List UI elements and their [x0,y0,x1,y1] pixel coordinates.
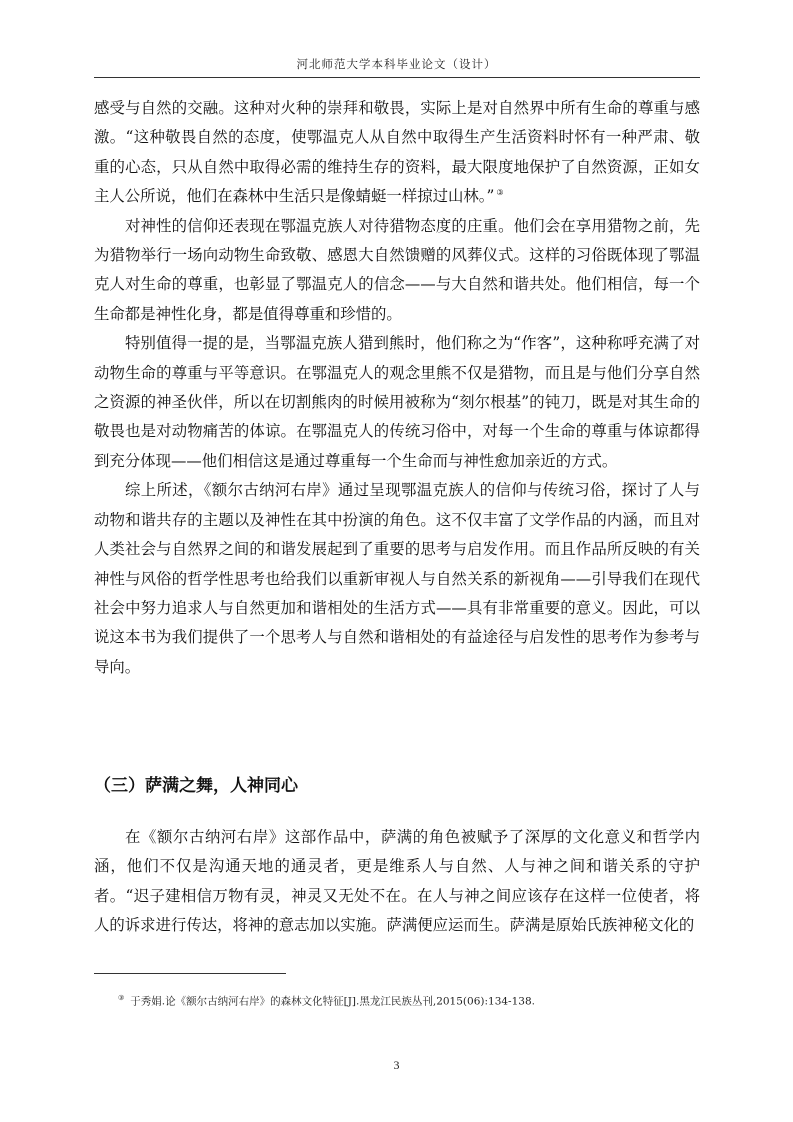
footnote-text: 于秀娟.论《额尔古纳河右岸》的森林文化特征[J].黑龙江民族丛刊,2015(06):134-138. [130,995,535,1008]
paragraph: 对神性的信仰还表现在鄂温克族人对待猎物态度的庄重。他们会在享用猎物之前，先为猎物举行一场向动物生命致敬、感恩大自然馈赠的风葬仪式。这样的习俗既体现了鄂温克人对生命的尊重，也彰显了鄂温克人的信念——与大自然和谐共处。他们相信，每一个生命都是神性化身，都是值得尊重和珍惜的。 [94,216,700,323]
paragraph: 特别值得一提的是，当鄂温克族人猎到熊时，他们称之为“作客”，这种称呼充满了对动物生命的尊重与平等意识。在鄂温克人的观念里熊不仅是猎物，而且是与他们分享自然之资源的神圣伙伴，所以在切割熊肉的时候用被称为“刻尔根基”的钝刀，既是对其生命的敬畏也是对动物痛苦的体谅。在鄂温克人的传统习俗中，对每一个生命的尊重与体谅都得到充分体现——他们相信这是通过尊重每一个生命而与神性愈加亲近的方式。 [94,334,700,470]
header-rule [94,77,700,78]
section-body-text [94,823,700,941]
paragraph: 在《额尔古纳河右岸》这部作品中，萨满的角色被赋予了深厚的文化意义和哲学内涵，他们不仅是沟通天地的通灵者，更是维系人与自然、人与神之间和谐关系的守护者。“迟子建相信万物有灵，神灵又无处不在。在人与神之间应该存在这样一位使者，将人的诉求进行传达，将神的意志加以实施。萨满便应运而生。萨满是原始氏族神秘文化的 [94,828,700,935]
running-header: 河北师范大学本科毕业论文（设计） [296,57,497,71]
paragraph-text: 感受与自然的交融。这种对火种的崇拜和敬畏，实际上是对自然界中所有生命的尊重与感激。“这种敬畏自然的态度，使鄂温克人从自然中取得生产生活资料时怀有一种严肃、敬重的心态，只从自然中取得必需的维持生存的资料，最大限度地保护了自然资源，正如女主人公所说，他们在森林中生活只是像蜻蜓一样掠过山林。” [94,99,700,206]
body-text [94,94,700,682]
footnote-mark: ③ [118,994,125,1002]
paragraph [94,94,700,212]
page-number: 3 [393,1058,400,1072]
footnote-reference: ③ [496,188,504,198]
footnote-rule [94,973,286,974]
paragraph: 综上所述，《额尔古纳河右岸》通过呈现鄂温克族人的信仰与传统习俗，探讨了人与动物和谐共存的主题以及神性在其中扮演的角色。这不仅丰富了文学作品的内涵，而且对人类社会与自然界之间的和谐发展起到了重要的思考与启发作用。而且作品所反映的有关神性与风俗的哲学性思考也给我们以重新审视人与自然关系的新视角——引导我们在现代社会中努力追求人与自然更加和谐相处的生活方式——具有非常重要的意义。因此，可以说这本书为我们提供了一个思考人与自然和谐相处的有益途径与启发性的思考作为参考与导向。 [94,481,700,676]
footnote [118,990,708,1010]
section-heading: （三）萨满之舞，人神同心 [94,776,298,796]
